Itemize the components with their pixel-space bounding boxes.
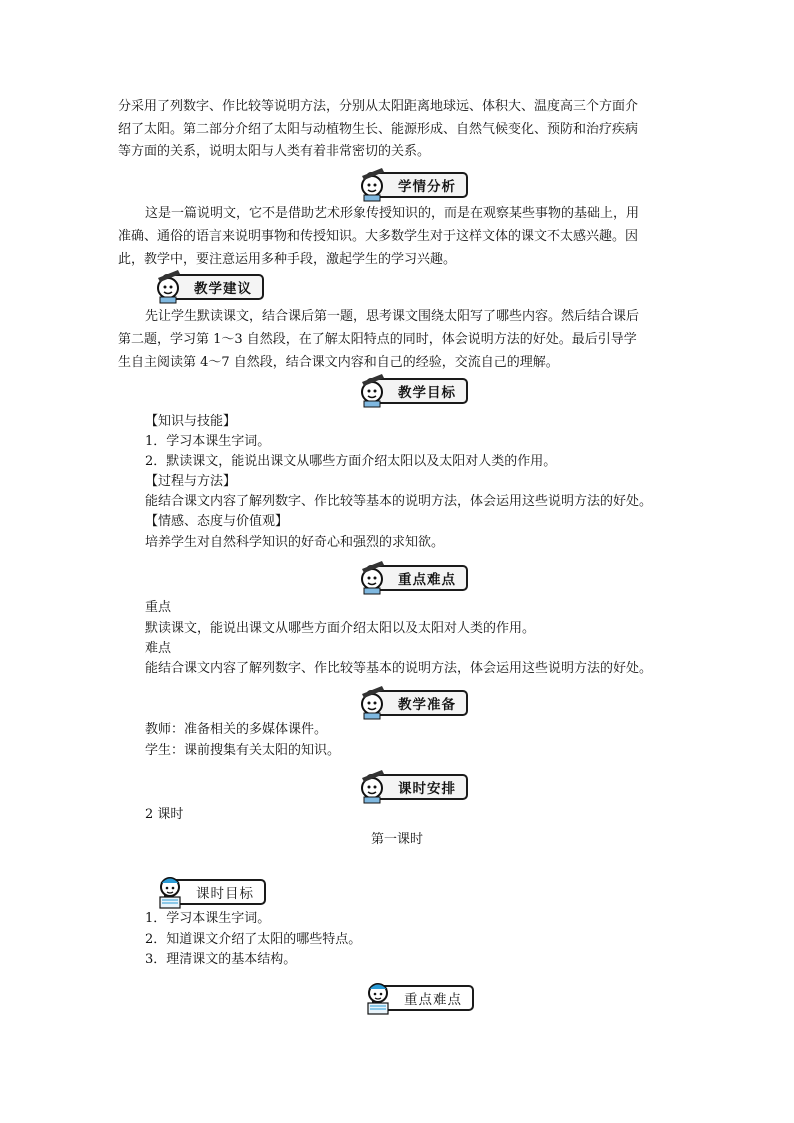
section-banner-xueqing [366, 170, 468, 200]
banner-badge [372, 985, 474, 1011]
keshi-line-2: 2．知道课文介绍了太阳的哪些特点。 [145, 932, 362, 947]
jianyi-line-2: 第二题，学习第 1～3 自然段，在了解太阳特点的同时，体会说明方法的好处。最后引导学 [118, 332, 637, 347]
mubiao-line-2: 1．学习本课生字词。 [145, 434, 271, 449]
intro-line-2: 绍了太阳。第二部分介绍了太阳与动植物生长、能源形成、自然气候变化、预防和治疗疾病 [118, 122, 639, 137]
banner-badge [164, 879, 266, 905]
student-mascot-icon [152, 871, 190, 911]
intro-line-3: 等方面的关系，说明太阳与人类有着非常密切的关系。 [118, 144, 431, 159]
zhunbei-line-2: 学生：课前搜集有关太阳的知识。 [145, 743, 341, 758]
zhongdian-line-3: 难点 [145, 641, 172, 656]
section-banner-anpai [366, 772, 468, 802]
banner-title: 学情分析 [398, 179, 456, 195]
zhongdian-line-1: 重点 [145, 600, 172, 615]
pencil-mascot-icon [354, 557, 392, 597]
keshi-line-1: 1．学习本课生字词。 [145, 911, 271, 926]
xueqing-line-2: 准确、通俗的语言来说明事物和传授知识。大多数学生对于这样文体的课文不太感兴趣。因 [118, 229, 639, 244]
mubiao-line-7: 培养学生对自然科学知识的好奇心和强烈的求知欲。 [145, 535, 445, 550]
pencil-mascot-icon [354, 164, 392, 204]
pencil-mascot-icon [354, 766, 392, 806]
banner-title: 教学目标 [398, 385, 456, 401]
pencil-mascot-icon [354, 370, 392, 410]
mubiao-line-4: 【过程与方法】 [145, 474, 237, 489]
keshi-line-3: 3．理清课文的基本结构。 [145, 952, 297, 967]
section-banner-jianyi [162, 272, 264, 302]
section-banner-mubiao [366, 376, 468, 406]
banner-badge [366, 172, 468, 198]
banner-badge [162, 274, 264, 300]
section-banner-zhongdian2 [372, 983, 474, 1013]
banner-title: 课时安排 [398, 781, 456, 797]
student-mascot-icon [360, 977, 398, 1017]
zhongdian-line-4: 能结合课文内容了解列数字、作比较等基本的说明方法，体会运用这些说明方法的好处。 [145, 661, 653, 676]
banner-badge [366, 774, 468, 800]
pencil-mascot-icon [150, 266, 188, 306]
banner-badge [366, 378, 468, 404]
mubiao-line-5: 能结合课文内容了解列数字、作比较等基本的说明方法，体会运用这些说明方法的好处。 [145, 494, 653, 509]
banner-title: 重点难点 [398, 572, 456, 588]
anpai-line-1: 2 课时 [145, 807, 184, 822]
pencil-mascot-icon [354, 682, 392, 722]
banner-badge [366, 565, 468, 591]
jianyi-line-1: 先让学生默读课文，结合课后第一题，思考课文围绕太阳写了哪些内容。然后结合课后 [145, 309, 640, 324]
mubiao-line-6: 【情感、态度与价值观】 [145, 514, 289, 529]
banner-title: 教学建议 [194, 281, 252, 297]
xueqing-line-3: 此，教学中，要注意运用多种手段，激起学生的学习兴趣。 [118, 252, 457, 267]
banner-title: 课时目标 [196, 886, 254, 902]
zhunbei-line-1: 教师：准备相关的多媒体课件。 [145, 722, 328, 737]
lesson-title: 第一课时 [370, 832, 423, 847]
mubiao-line-1: 【知识与技能】 [145, 414, 237, 429]
intro-line-1: 分采用了列数字、作比较等说明方法，分别从太阳距离地球远、体积大、温度高三个方面介 [118, 99, 639, 114]
banner-title: 重点难点 [404, 992, 462, 1008]
zhongdian-line-2: 默读课文，能说出课文从哪些方面介绍太阳以及太阳对人类的作用。 [145, 621, 536, 636]
banner-badge [366, 690, 468, 716]
jianyi-line-3: 生自主阅读第 4～7 自然段，结合课文内容和自己的经验，交流自己的理解。 [118, 355, 559, 370]
section-banner-zhongdian [366, 563, 468, 593]
mubiao-line-3: 2．默读课文，能说出课文从哪些方面介绍太阳以及太阳对人类的作用。 [145, 454, 557, 469]
section-banner-keshi [164, 877, 266, 907]
banner-title: 教学准备 [398, 697, 456, 713]
xueqing-line-1: 这是一篇说明文，它不是借助艺术形象传授知识的，而是在观察某些事物的基础上，用 [145, 206, 640, 221]
section-banner-zhunbei [366, 688, 468, 718]
